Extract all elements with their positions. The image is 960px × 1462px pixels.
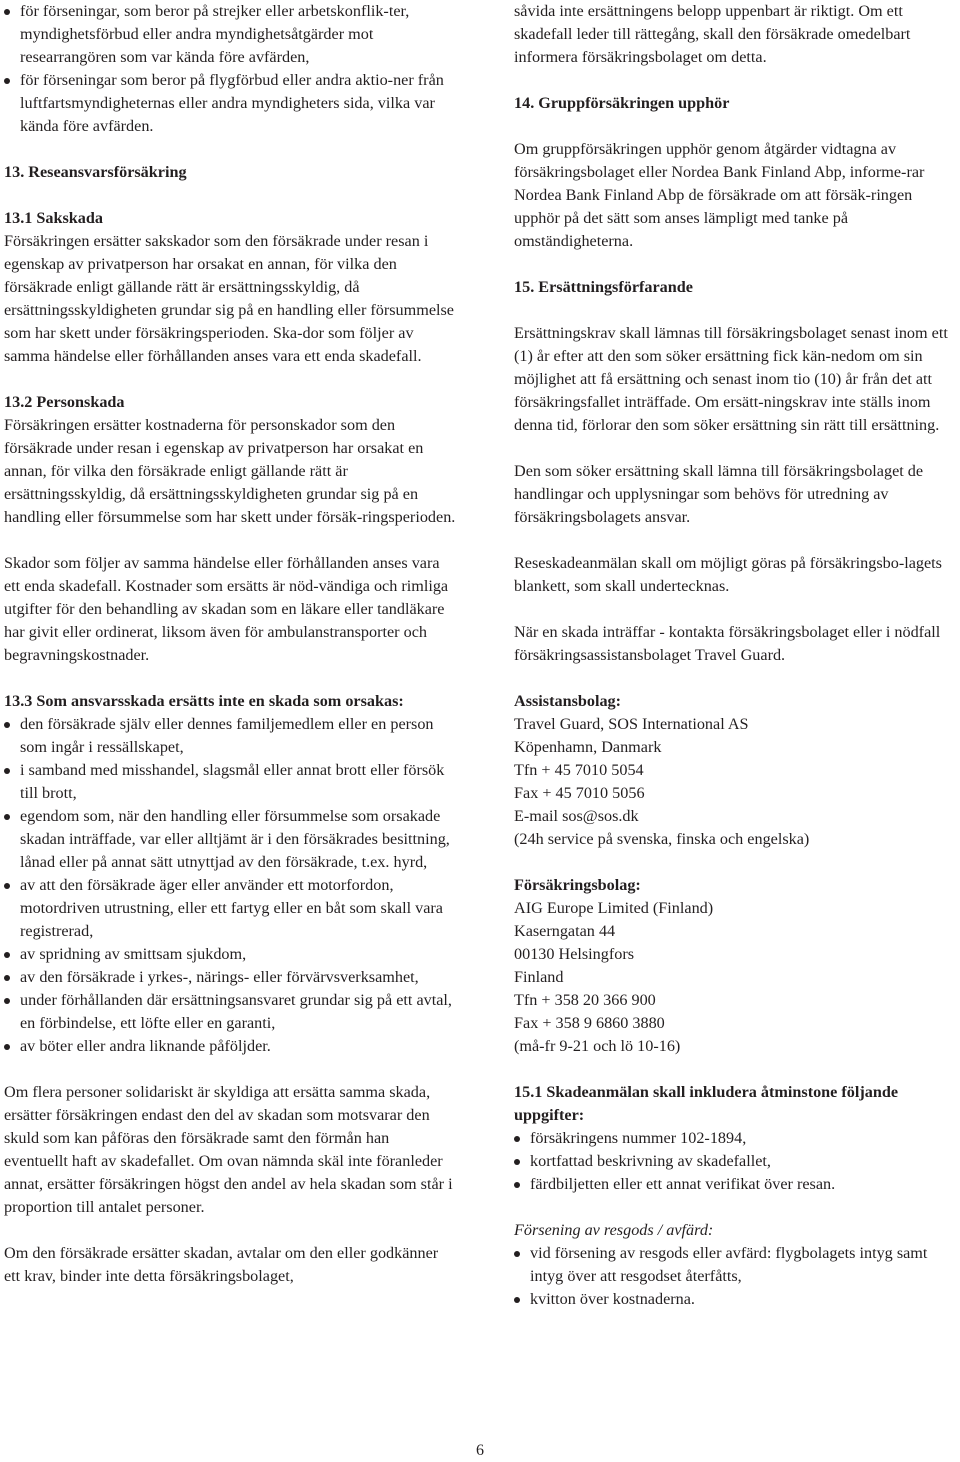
insurer-line: Tfn + 358 20 366 900 [514,991,656,1009]
right-column [514,0,960,1311]
assistance-heading: Assistansbolag: [514,692,622,710]
assistance-line: (24h service på svenska, finska och engelska) [514,830,810,848]
insurer-line: AIG Europe Limited (Finland) [514,899,714,917]
list-item: färdbiljetten eller ett annat verifikat över resan. [514,1173,960,1196]
section-15-1-bullet-list [514,1127,960,1196]
continued-paragraph: såvida inte ersättningens belopp uppenbart är riktigt. Om ett skadefall leder till rättegång, skall den försäkrade omedelbart informera försäkringsbolaget om detta. [514,2,911,66]
list-item: den försäkrade själv eller dennes familjemedlem eller en person som ingår i ressällskapet, [4,713,456,759]
section-13-2-text-2: Skador som följer av samma händelse eller förhållanden anses vara ett enda skadefall. Kostnader som ersätts är nöd-vändiga och rimliga utgifter för den behandling av skadan som en läkare eller tandläkare har givit eller ordinerat, liksom även för ambulanstransporter och begravningskostnader. [4,554,449,664]
list-item: av spridning av smittsam sjukdom, [4,943,456,966]
assistance-line: Fax + 45 7010 5056 [514,784,645,802]
list-item: försäkringens nummer 102-1894, [514,1127,960,1150]
section-13-2-text-1: Försäkringen ersätter kostnaderna för personskador som den försäkrade under resan i egenskap av privatperson har orsakat en annan, för vilka den försäkrade enligt gällande rätt är ersättningsskyldig, då ersättningsskyldigheten grundar sig på en handling eller försummelse som har skett under försäk-ringsperioden. [4,416,456,526]
list-item: egendom som, när den handling eller försummelse som orsakade skadan inträffade, var eller alltjämt är i den försäkrades besittning, lånad eller på annat sätt utnyttjad av den försäkrade, t.ex. hyrd, [4,805,456,874]
insurer-line: 00130 Helsingfors [514,945,635,963]
list-item: i samband med misshandel, slagsmål eller annat brott eller försök till brott, [4,759,456,805]
assistance-line: Tfn + 45 7010 5054 [514,761,644,779]
section-14-text: Om gruppförsäkringen upphör genom åtgärder vidtagna av försäkringsbolaget eller Nordea Bank Finland Abp, informe-rar Nordea Bank Finland Abp de försäkrade om att försäk-ringen upphör på det sätt som anses lämpligt med tanke på omständigheterna. [514,140,925,250]
page-number: 6 [476,1442,484,1459]
section-13-3-heading: 13.3 Som ansvarsskada ersätts inte en skada som orsakas: [4,692,404,710]
assistance-line: Köpenhamn, Danmark [514,738,662,756]
list-item: av den försäkrade i yrkes-, närings- eller förvärvsverksamhet, [4,966,456,989]
list-item: under förhållanden där ersättningsansvaret grundar sig på ett avtal, en förbindelse, ett löfte eller en garanti, [4,989,456,1035]
delay-bullet-list [514,1242,960,1311]
list-item: kortfattad beskrivning av skadefallet, [514,1150,960,1173]
insurer-line: (må-fr 9-21 och lö 10-16) [514,1037,681,1055]
section-15-text-1: Ersättningskrav skall lämnas till försäkringsbolaget senast inom ett (1) år efter att den som söker ersättning fick kän-nedom om sin möjlighet att få ersättning och senast inom tio (10) år från det att försäkringsfallet inträffade. Om ersätt-ningskrav inte ställs inom denna tid, förlorar den som söker ersättning sin rätt till ersättning. [514,324,948,434]
section-15-text-2: Den som söker ersättning skall lämna till försäkringsbolaget de handlingar och upplysningar som behövs för utredning av försäkringsbolagets ansvar. [514,462,924,526]
list-item: för förseningar som beror på flygförbud eller andra aktio-ner från luftfartsmyndigheternas eller andra myndigheters sida, vilka var kända före avfärden. [4,69,456,138]
left-column [4,0,456,1288]
section-14-heading: 14. Gruppförsäkringen upphör [514,94,730,112]
insurer-line: Finland [514,968,564,986]
list-item: av böter eller andra liknande påföljder. [4,1035,456,1058]
insurer-line: Fax + 358 9 6860 3880 [514,1014,665,1032]
list-item: kvitton över kostnaderna. [514,1288,960,1311]
list-item: av att den försäkrade äger eller använder ett motorfordon, motordriven utrustning, eller ett fartyg eller en båt som skall vara registrerad, [4,874,456,943]
section-13-1-heading: 13.1 Sakskada [4,209,103,227]
section-13-1-text: Försäkringen ersätter sakskador som den försäkrade under resan i egenskap av privatperson har orsakat en annan, för vilka den försäkrade enligt gällande rätt är ersättningsskyldig, då ersättningsskyldigheten grundar sig på en handling eller försummelse som har skett under försäkringsperioden. Ska-dor som följer av samma händelse eller förhållanden anses vara ett enda skadefall. [4,232,454,365]
insurer-heading: Försäkringsbolag: [514,876,641,894]
assistance-line: Travel Guard, SOS International AS [514,715,749,733]
section-15-text-3: Reseskadeanmälan skall om möjligt göras på försäkringsbo-lagets blankett, som skall undertecknas. [514,554,942,595]
insurer-line: Kaserngatan 44 [514,922,616,940]
top-bullet-list [4,0,456,138]
list-item: för förseningar, som beror på strejker eller arbetskonflik-ter, myndighetsförbud eller andra myndighetsåtgärder mot researrangören som var kända före avfärden, [4,0,456,69]
section-13-heading: 13. Reseansvarsförsäkring [4,163,187,181]
section-13-2-heading: 13.2 Personskada [4,393,125,411]
section-15-text-4: När en skada inträffar - kontakta försäkringsbolaget eller i nödfall försäkringsassistansbolaget Travel Guard. [514,623,941,664]
solidary-paragraph: Om flera personer solidariskt är skyldiga att ersätta samma skada, ersätter försäkringen endast den del av skadan som motsvarar den skuld som kan påföras den försäkrade samt den förmån han eventuellt haft av skadefallet. Om ovan nämnda skäl inte föranleder annat, ersätter försäkringen högst den andel av hela skadan som står i proportion till antalet personer. [4,1083,453,1216]
section-15-1-heading: 15.1 Skadeanmälan skall inkludera åtminstone följande uppgifter: [514,1083,899,1124]
section-13-3-bullet-list [4,713,456,1058]
delay-heading: Försening av resgods / avfärd: [514,1221,714,1239]
list-item: vid försening av resgods eller avfärd: flygbolagets intyg samt intyg över att resgodset återfåtts, [514,1242,960,1288]
section-15-heading: 15. Ersättningsförfarande [514,278,693,296]
agreement-paragraph: Om den försäkrade ersätter skadan, avtalar om den eller godkänner ett krav, binder inte detta försäkringsbolaget, [4,1244,439,1285]
assistance-email: E-mail sos@sos.dk [514,807,639,825]
